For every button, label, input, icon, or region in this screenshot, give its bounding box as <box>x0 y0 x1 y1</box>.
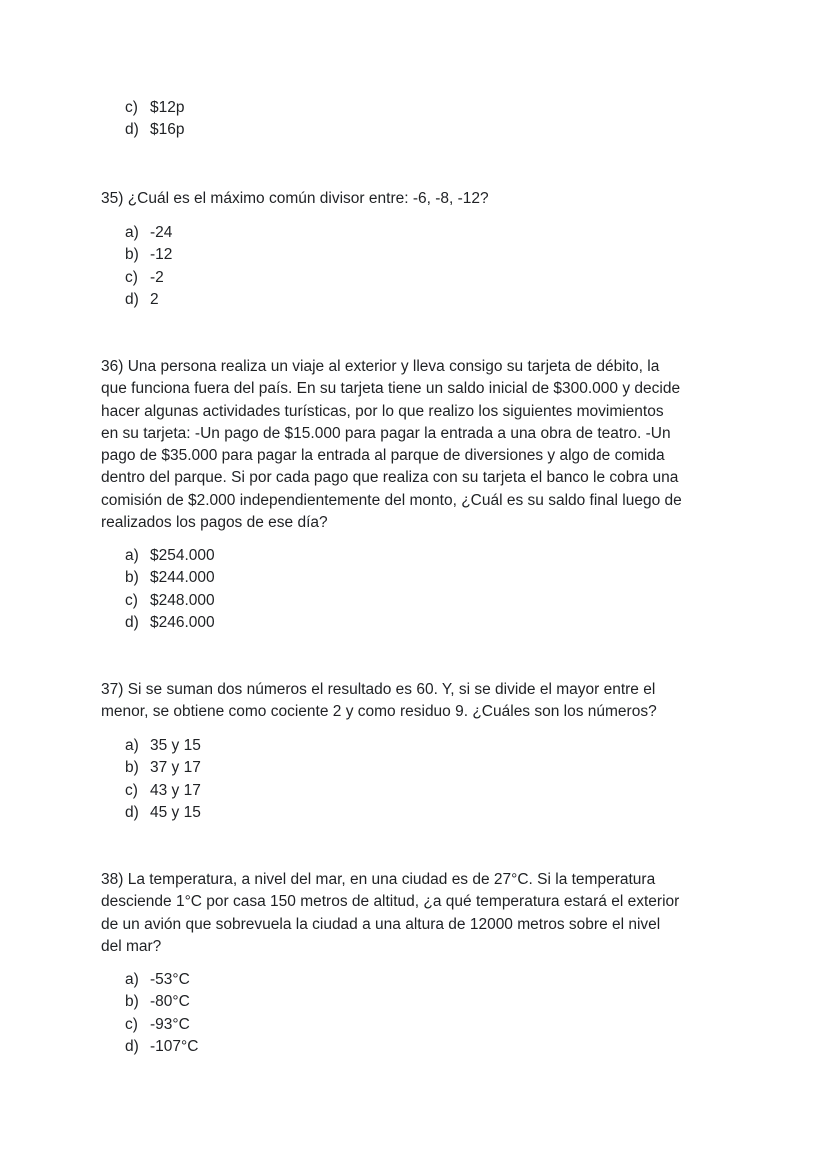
question-line: desciende 1°C por casa 150 metros de altitud, ¿a qué temperatura estará el exterior <box>101 893 680 911</box>
option-letter: c) <box>125 99 138 116</box>
question-38 <box>101 869 741 958</box>
option-d <box>125 289 172 311</box>
option-letter: d) <box>125 1038 139 1056</box>
question-36 <box>101 356 741 534</box>
option-b <box>125 244 172 266</box>
option-text: 37 y 17 <box>150 759 201 777</box>
option-letter: b) <box>125 569 139 587</box>
question-line: en su tarjeta: -Un pago de $15.000 para pagar la entrada a una obra de teatro. -Un <box>101 424 671 442</box>
option-text: $244.000 <box>150 569 215 587</box>
question-line: pago de $35.000 para pagar la entrada al parque de diversiones y algo de comida <box>101 447 665 465</box>
option-letter: d) <box>125 804 139 822</box>
option-text: -107°C <box>150 1038 199 1056</box>
option-letter: b) <box>125 246 139 264</box>
option-text: -93°C <box>150 1015 190 1033</box>
option-text: $12p <box>150 99 185 116</box>
question-37-options <box>125 735 201 825</box>
option-text: -12 <box>150 246 173 264</box>
option-b <box>125 757 201 779</box>
question-36-options <box>125 545 215 635</box>
option-letter: d) <box>125 121 139 139</box>
option-d <box>125 1036 198 1058</box>
question-line: realizados los pagos de ese día? <box>101 514 328 532</box>
question-line: 36) Una persona realiza un viaje al exterior y lleva consigo su tarjeta de débito, la <box>101 358 660 375</box>
option-text: -2 <box>150 268 164 286</box>
option-letter: b) <box>125 759 139 777</box>
option-text: -24 <box>150 224 173 241</box>
question-line: comisión de $2.000 independientemente del monto, ¿Cuál es su saldo final luego de <box>101 491 682 509</box>
option-letter: c) <box>125 781 138 799</box>
option-a <box>125 735 201 757</box>
option-letter: a) <box>125 224 139 241</box>
option-d <box>125 119 184 141</box>
question-line: menor, se obtiene como cociente 2 y como residuo 9. ¿Cuáles son los números? <box>101 703 657 721</box>
option-c <box>125 780 201 802</box>
option-b <box>125 567 215 589</box>
question-line: dentro del parque. Si por cada pago que realiza con su tarjeta el banco le cobra una <box>101 469 679 487</box>
option-letter: a) <box>125 971 139 988</box>
option-text: $16p <box>150 121 185 139</box>
option-text: $246.000 <box>150 614 215 632</box>
carryover-options <box>125 97 184 142</box>
option-text: 35 y 15 <box>150 737 201 754</box>
question-line: del mar? <box>101 937 162 955</box>
question-35 <box>101 188 741 210</box>
option-letter: a) <box>125 547 139 564</box>
option-c <box>125 267 172 289</box>
question-line: 38) La temperatura, a nivel del mar, en una ciudad es de 27°C. Si la temperatura <box>101 871 656 888</box>
option-letter: c) <box>125 1015 138 1033</box>
option-c <box>125 1014 198 1036</box>
option-b <box>125 991 198 1013</box>
question-line: 37) Si se suman dos números el resultado es 60. Y, si se divide el mayor entre el <box>101 681 656 698</box>
option-text: $254.000 <box>150 547 215 564</box>
option-c <box>125 590 215 612</box>
question-line: de un avión que sobrevuela la ciudad a una altura de 12000 metros sobre el nivel <box>101 915 661 933</box>
option-a <box>125 222 172 244</box>
option-a <box>125 969 198 991</box>
option-text: $248.000 <box>150 591 215 609</box>
option-letter: d) <box>125 614 139 632</box>
question-38-options <box>125 969 198 1059</box>
option-letter: d) <box>125 291 139 309</box>
question-line: hacer algunas actividades turísticas, por lo que realizo los siguientes movimientos <box>101 402 664 420</box>
option-letter: b) <box>125 993 139 1011</box>
option-text: -53°C <box>150 971 190 988</box>
question-line: 35) ¿Cuál es el máximo común divisor entre: -6, -8, -12? <box>101 190 489 207</box>
option-c <box>125 97 184 119</box>
option-letter: a) <box>125 737 139 754</box>
option-text: 43 y 17 <box>150 781 201 799</box>
option-d <box>125 802 201 824</box>
option-text: -80°C <box>150 993 190 1011</box>
option-text: 45 y 15 <box>150 804 201 822</box>
option-text: 2 <box>150 291 159 309</box>
question-35-options <box>125 222 172 312</box>
option-letter: c) <box>125 268 138 286</box>
question-line: que funciona fuera del país. En su tarjeta tiene un saldo inicial de $300.000 y decide <box>101 380 681 398</box>
option-d <box>125 612 215 634</box>
option-letter: c) <box>125 591 138 609</box>
option-a <box>125 545 215 567</box>
question-37 <box>101 679 741 724</box>
